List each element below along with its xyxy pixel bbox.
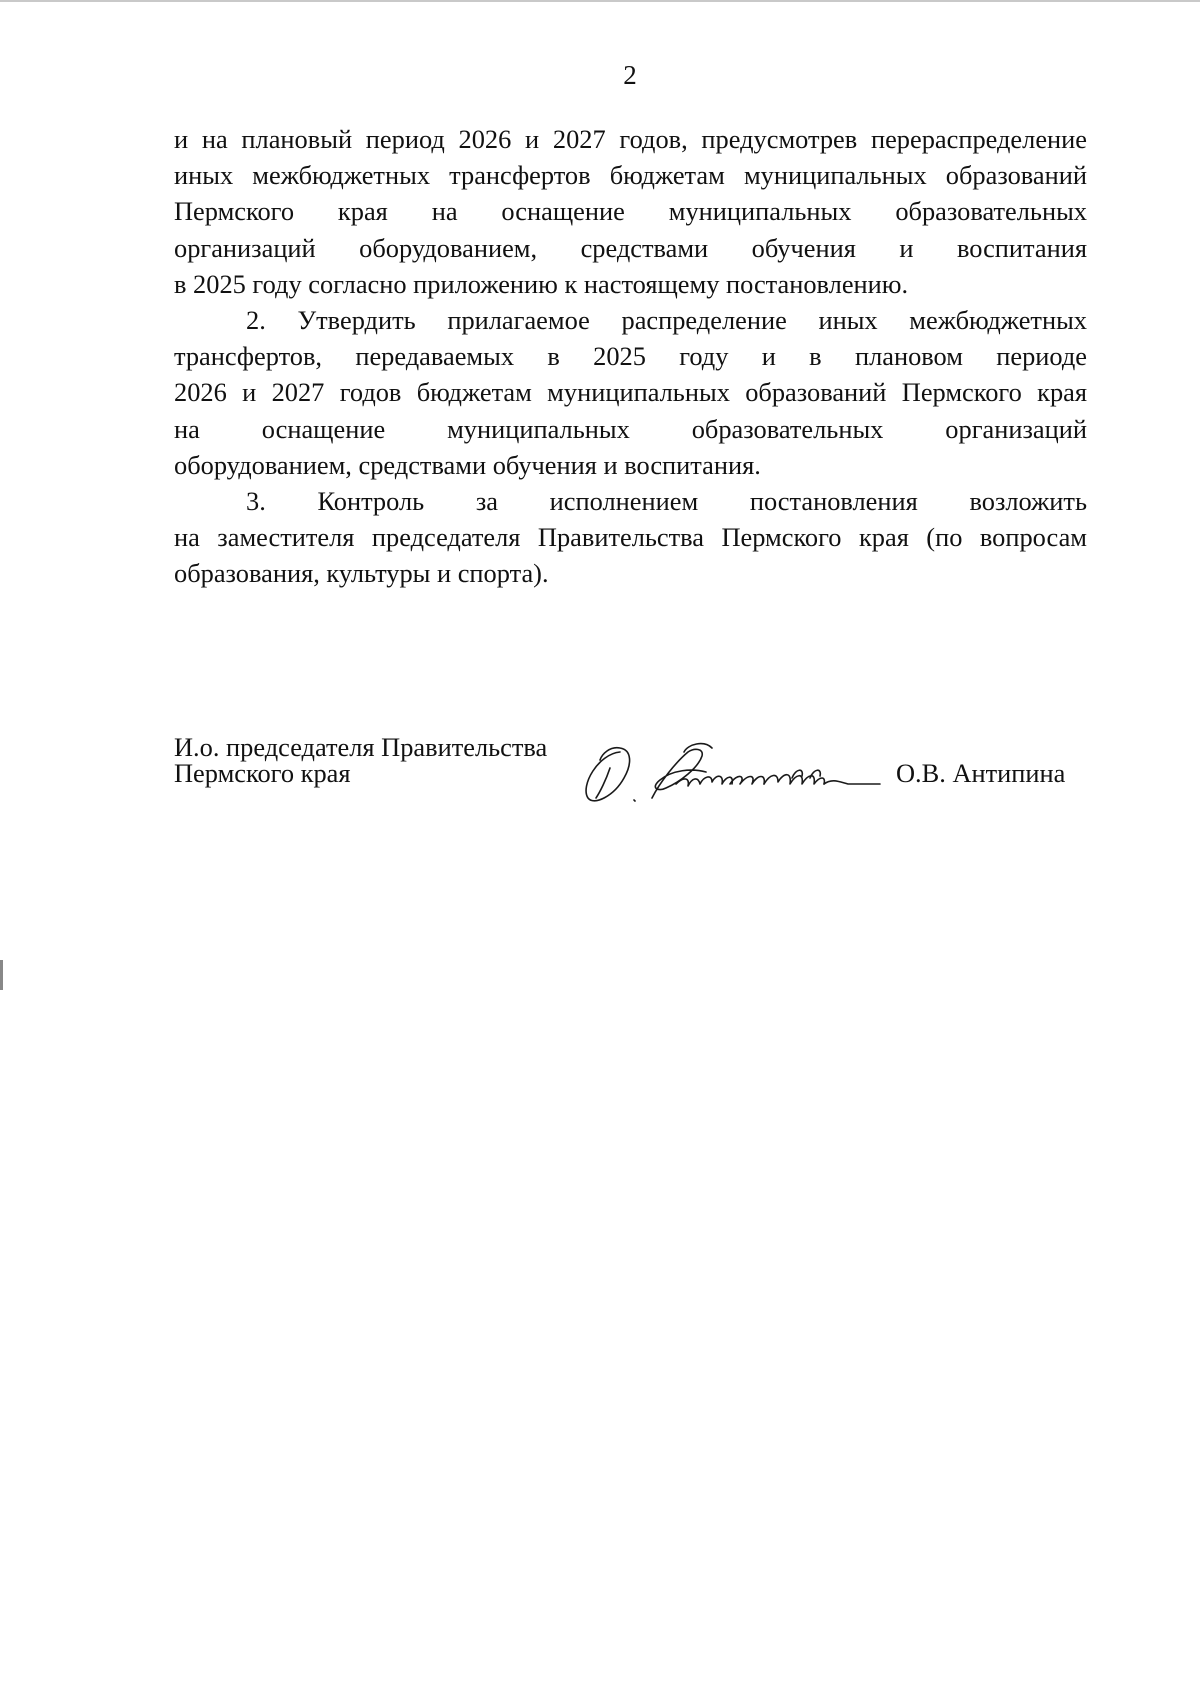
paragraph-3 bbox=[174, 483, 1087, 592]
paragraph-1 bbox=[174, 121, 1087, 302]
paragraph-1-line: в 2025 году согласно приложению к настоящему постановлению. bbox=[174, 268, 909, 299]
signatory-position bbox=[174, 734, 547, 786]
paragraph-3-line: образования, культуры и спорта). bbox=[174, 558, 549, 589]
scan-margin-mark bbox=[0, 960, 3, 990]
signatory-position-line: И.о. председателя Правительства bbox=[174, 732, 548, 762]
paragraph-1-line: и на плановый период 2026 и 2027 годов, предусмотрев перераспределение bbox=[174, 124, 1087, 154]
paragraph-1-line: организаций оборудованием, средствами обучения и воспитания bbox=[174, 232, 1087, 263]
paragraph-2-line: оборудованием, средствами обучения и воспитания. bbox=[174, 449, 761, 480]
signatory-name: О.В. Антипина bbox=[896, 758, 1066, 788]
handwritten-signature-image bbox=[580, 738, 900, 808]
paragraph-2-line: трансфертов, передаваемых в 2025 году и в плановом периоде bbox=[174, 341, 1087, 372]
paragraph-1-line: Пермского края на оснащение муниципальных образовательных bbox=[174, 196, 1087, 227]
paragraph-1-line: иных межбюджетных трансфертов бюджетам муниципальных образований bbox=[174, 160, 1087, 191]
paragraph-2 bbox=[174, 302, 1087, 483]
paragraph-3-line: на заместителя председателя Правительства Пермского края (по вопросам bbox=[174, 522, 1087, 553]
paragraph-2-line: 2. Утвердить прилагаемое распределение иных межбюджетных bbox=[246, 305, 1087, 336]
paragraph-3-line: 3. Контроль за исполнением постановления возложить bbox=[246, 486, 1087, 517]
document-body bbox=[174, 121, 1087, 592]
paragraph-2-line: на оснащение муниципальных образовательных организаций bbox=[174, 413, 1087, 444]
signatory-position-line: Пермского края bbox=[174, 758, 351, 788]
page-number: 2 bbox=[623, 60, 637, 90]
page-top-border bbox=[0, 0, 1200, 2]
paragraph-2-line: 2026 и 2027 годов бюджетам муниципальных образований Пермского края bbox=[174, 377, 1087, 408]
